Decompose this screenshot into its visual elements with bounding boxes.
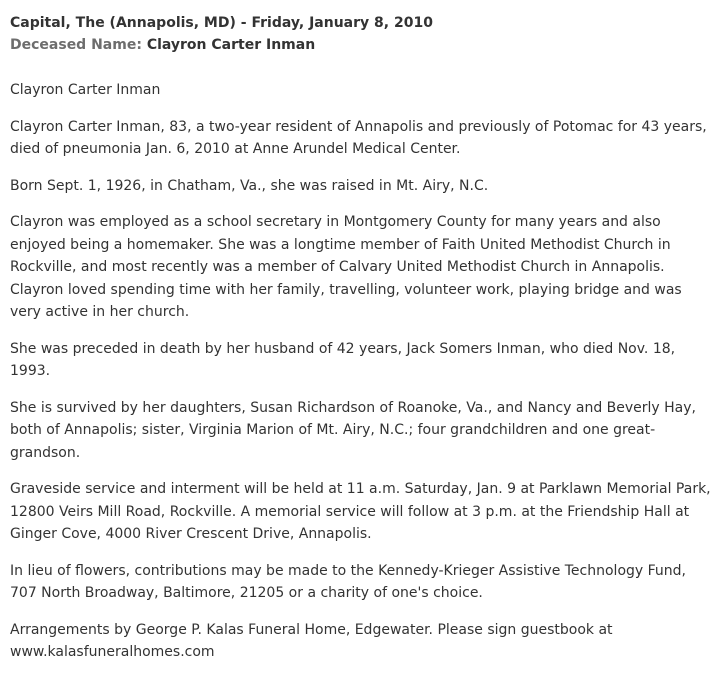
obituary-body bbox=[10, 79, 712, 664]
obituary-header bbox=[10, 12, 712, 56]
obituary-paragraph-career: Clayron was employed as a school secretary in Montgomery County for many years and also enjoyed being a homemaker. She was a longtime member of Faith United Methodist Church in Rockville, and most recently was a member of Calvary United Methodist Church in Annapolis. Clayron loved spending time with her family, travelling, volunteer work, playing bridge and was very active in her church. bbox=[10, 214, 682, 320]
obituary-paragraph-survivors: She is survived by her daughters, Susan Richardson of Roanoke, Va., and Nancy and Beverly Hay, both of Annapolis; sister, Virginia Marion of Mt. Airy, N.C.; four grandchildren and one great-grandson. bbox=[10, 399, 696, 461]
deceased-name-value: Clayron Carter Inman bbox=[146, 37, 316, 53]
obituary-paragraph-preceded: She was preceded in death by her husband of 42 years, Jack Somers Inman, who died Nov. 18, 1993. bbox=[10, 340, 676, 379]
obituary-paragraph-intro: Clayron Carter Inman, 83, a two-year resident of Annapolis and previously of Potomac for 43 years, died of pneumonia Jan. 6, 2010 at Anne Arundel Medical Center. bbox=[10, 118, 707, 157]
deceased-name-label: Deceased Name: bbox=[10, 37, 142, 53]
deceased-name-line bbox=[10, 34, 712, 56]
obituary-paragraph-birth: Born Sept. 1, 1926, in Chatham, Va., she was raised in Mt. Airy, N.C. bbox=[10, 177, 489, 194]
obituary-paragraph-services: Graveside service and interment will be held at 11 a.m. Saturday, Jan. 9 at Parklawn Memorial Park, 12800 Veirs Mill Road, Rockville. A memorial service will follow at 3 p.m. at the Friendship Hall at Ginger Cove, 4000 River Crescent Drive, Annapolis. bbox=[10, 481, 711, 542]
obituary-paragraph-arrangements: Arrangements by George P. Kalas Funeral Home, Edgewater. Please sign guestbook at www.kalasfuneralhomes.com bbox=[10, 621, 613, 660]
obituary-paragraph-donations: In lieu of flowers, contributions may be made to the Kennedy-Krieger Assistive Technology Fund, 707 North Broadway, Baltimore, 21205 or a charity of one's choice. bbox=[10, 562, 686, 601]
publication-date: Friday, January 8, 2010 bbox=[251, 15, 433, 31]
publication-line bbox=[10, 12, 712, 34]
header-separator: - bbox=[235, 15, 252, 31]
publication-source: Capital, The (Annapolis, MD) bbox=[10, 15, 236, 31]
obituary-name-line: Clayron Carter Inman bbox=[10, 82, 161, 98]
